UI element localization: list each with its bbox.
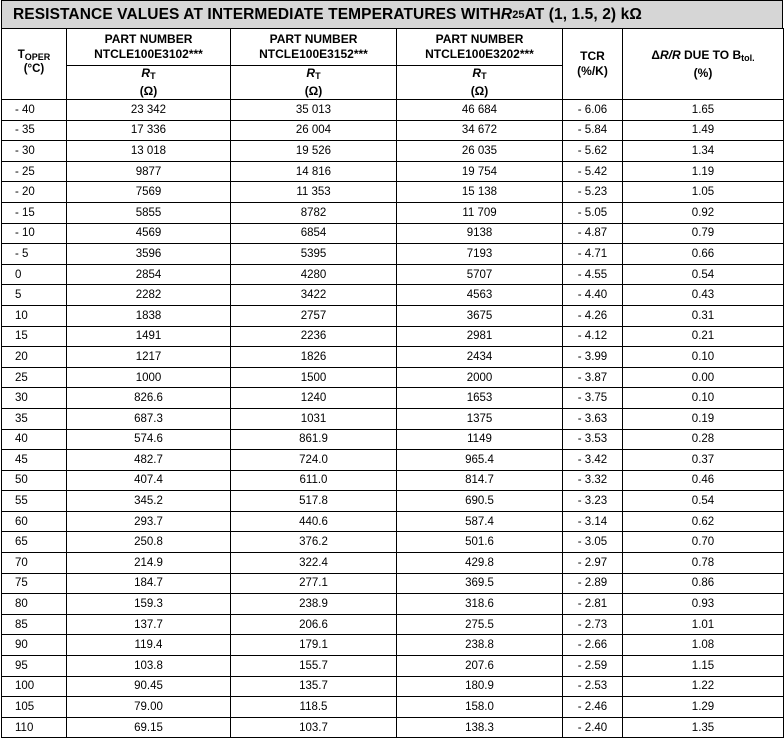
table-row	[2, 223, 784, 244]
delta-r-cell: 1.35	[623, 717, 784, 738]
header-part-label: PART NUMBER	[104, 32, 193, 46]
delta-r-cell: 0.19	[623, 408, 784, 429]
table-row	[2, 429, 784, 450]
tcr-cell: - 6.06	[563, 100, 623, 121]
tcr-cell: - 3.99	[563, 347, 623, 368]
header-part-number: NTCLE100E3202***	[425, 47, 534, 61]
resistance-1k-cell: 407.4	[67, 470, 231, 491]
resistance-2k-cell: 207.6	[397, 656, 563, 677]
delta-r-cell: 1.08	[623, 635, 784, 656]
resistance-1k5-cell: 724.0	[231, 450, 397, 471]
header-temperature	[2, 29, 67, 100]
resistance-1k-cell: 159.3	[67, 594, 231, 615]
table-header-row	[2, 29, 784, 100]
resistance-2k-cell: 587.4	[397, 511, 563, 532]
resistance-2k-cell: 15 138	[397, 182, 563, 203]
table-row	[2, 717, 784, 738]
delta-r-cell: 0.92	[623, 202, 784, 223]
resistance-1k-cell: 17 336	[67, 120, 231, 141]
temperature-cell: 35	[2, 408, 67, 429]
temperature-cell: 90	[2, 635, 67, 656]
resistance-1k5-cell: 376.2	[231, 532, 397, 553]
tcr-cell: - 2.73	[563, 614, 623, 635]
header-delta-unit: (%)	[693, 65, 713, 80]
temperature-cell: 15	[2, 326, 67, 347]
temperature-cell: 65	[2, 532, 67, 553]
header-tcr-label: TCR	[580, 49, 605, 63]
header-rt-subscript: T	[481, 71, 487, 81]
table-row	[2, 491, 784, 512]
resistance-1k5-cell: 8782	[231, 202, 397, 223]
delta-r-cell: 1.15	[623, 656, 784, 677]
temperature-cell: 70	[2, 553, 67, 574]
resistance-1k5-cell: 155.7	[231, 656, 397, 677]
table-row	[2, 470, 784, 491]
delta-r-cell: 0.00	[623, 367, 784, 388]
temperature-cell: 10	[2, 305, 67, 326]
resistance-1k-cell: 7569	[67, 182, 231, 203]
delta-r-cell: 1.01	[623, 614, 784, 635]
header-temp-unit: (°C)	[23, 63, 45, 75]
tcr-cell: - 4.12	[563, 326, 623, 347]
title-prefix: RESISTANCE VALUES AT INTERMEDIATE TEMPERATURES WITH	[13, 5, 501, 23]
resistance-2k-cell: 2981	[397, 326, 563, 347]
resistance-2k-cell: 7193	[397, 244, 563, 265]
table-row	[2, 676, 784, 697]
table-row	[2, 614, 784, 635]
temperature-cell: 60	[2, 511, 67, 532]
header-rt-subscript: T	[315, 71, 321, 81]
tcr-cell: - 3.14	[563, 511, 623, 532]
resistance-1k5-cell: 19 526	[231, 141, 397, 162]
table-row	[2, 141, 784, 162]
table-row	[2, 388, 784, 409]
header-rt-unit: (Ω)	[139, 84, 158, 98]
delta-r-cell: 0.62	[623, 511, 784, 532]
header-tcr	[563, 29, 623, 100]
tcr-cell: - 3.05	[563, 532, 623, 553]
table-row	[2, 120, 784, 141]
resistance-table-document	[1, 0, 783, 738]
delta-r-cell: 0.78	[623, 553, 784, 574]
resistance-1k-cell: 13 018	[67, 141, 231, 162]
header-delta-symbol: Δ	[651, 47, 660, 62]
resistance-2k-cell: 19 754	[397, 161, 563, 182]
header-part-3	[397, 29, 563, 100]
resistance-1k5-cell: 517.8	[231, 491, 397, 512]
delta-r-cell: 0.10	[623, 347, 784, 368]
resistance-2k-cell: 9138	[397, 223, 563, 244]
header-rt-unit: (Ω)	[304, 84, 323, 98]
resistance-1k-cell: 1217	[67, 347, 231, 368]
delta-r-cell: 1.05	[623, 182, 784, 203]
resistance-2k-cell: 275.5	[397, 614, 563, 635]
delta-r-cell: 0.31	[623, 305, 784, 326]
delta-r-cell: 1.65	[623, 100, 784, 121]
resistance-1k5-cell: 4280	[231, 264, 397, 285]
temperature-cell: 25	[2, 367, 67, 388]
header-part-number: NTCLE100E3152***	[259, 47, 368, 61]
resistance-1k5-cell: 5395	[231, 244, 397, 265]
resistance-2k-cell: 318.6	[397, 594, 563, 615]
tcr-cell: - 3.32	[563, 470, 623, 491]
resistance-1k-cell: 103.8	[67, 656, 231, 677]
resistance-1k-cell: 3596	[67, 244, 231, 265]
header-tcr-unit: (%/K)	[577, 64, 608, 78]
tcr-cell: - 3.23	[563, 491, 623, 512]
resistance-2k-cell: 46 684	[397, 100, 563, 121]
delta-r-cell: 1.34	[623, 141, 784, 162]
tcr-cell: - 3.42	[563, 450, 623, 471]
table-row	[2, 100, 784, 121]
resistance-1k-cell: 9877	[67, 161, 231, 182]
table-row	[2, 326, 784, 347]
header-rt-symbol: R	[141, 66, 151, 80]
temperature-cell: 45	[2, 450, 67, 471]
resistance-1k-cell: 826.6	[67, 388, 231, 409]
table-row	[2, 532, 784, 553]
resistance-1k5-cell: 35 013	[231, 100, 397, 121]
resistance-1k5-cell: 277.1	[231, 573, 397, 594]
header-rt-subscript: T	[150, 71, 156, 81]
table-row	[2, 182, 784, 203]
delta-r-cell: 0.93	[623, 594, 784, 615]
resistance-1k5-cell: 135.7	[231, 676, 397, 697]
resistance-1k5-cell: 14 816	[231, 161, 397, 182]
resistance-2k-cell: 34 672	[397, 120, 563, 141]
temperature-cell: 5	[2, 285, 67, 306]
tcr-cell: - 5.42	[563, 161, 623, 182]
tcr-cell: - 5.62	[563, 141, 623, 162]
temperature-cell: 0	[2, 264, 67, 285]
tcr-cell: - 3.63	[563, 408, 623, 429]
resistance-1k-cell: 214.9	[67, 553, 231, 574]
tcr-cell: - 5.05	[563, 202, 623, 223]
delta-r-cell: 0.54	[623, 491, 784, 512]
delta-r-cell: 1.22	[623, 676, 784, 697]
table-row	[2, 202, 784, 223]
table-row	[2, 656, 784, 677]
resistance-1k-cell: 23 342	[67, 100, 231, 121]
delta-r-cell: 0.66	[623, 244, 784, 265]
resistance-1k-cell: 482.7	[67, 450, 231, 471]
resistance-1k-cell: 1838	[67, 305, 231, 326]
header-delta-ratio: R/R	[660, 47, 681, 62]
header-delta-subscript: tol.	[741, 52, 755, 63]
temperature-cell: 30	[2, 388, 67, 409]
resistance-2k-cell: 158.0	[397, 697, 563, 718]
temperature-cell: 40	[2, 429, 67, 450]
tcr-cell: - 2.97	[563, 553, 623, 574]
table-row	[2, 511, 784, 532]
resistance-1k5-cell: 11 353	[231, 182, 397, 203]
delta-r-cell: 0.37	[623, 450, 784, 471]
temperature-cell: - 25	[2, 161, 67, 182]
resistance-2k-cell: 690.5	[397, 491, 563, 512]
resistance-2k-cell: 965.4	[397, 450, 563, 471]
resistance-2k-cell: 138.3	[397, 717, 563, 738]
resistance-1k5-cell: 2757	[231, 305, 397, 326]
tcr-cell: - 5.84	[563, 120, 623, 141]
delta-r-cell: 1.29	[623, 697, 784, 718]
resistance-1k5-cell: 26 004	[231, 120, 397, 141]
delta-r-cell: 0.10	[623, 388, 784, 409]
resistance-1k-cell: 2282	[67, 285, 231, 306]
tcr-cell: - 2.40	[563, 717, 623, 738]
resistance-1k5-cell: 1031	[231, 408, 397, 429]
temperature-cell: - 35	[2, 120, 67, 141]
resistance-1k5-cell: 238.9	[231, 594, 397, 615]
resistance-1k5-cell: 1826	[231, 347, 397, 368]
table-row	[2, 697, 784, 718]
resistance-2k-cell: 3675	[397, 305, 563, 326]
temperature-cell: - 15	[2, 202, 67, 223]
resistance-2k-cell: 2000	[397, 367, 563, 388]
resistance-values-table	[1, 28, 784, 738]
resistance-1k-cell: 1000	[67, 367, 231, 388]
resistance-1k5-cell: 2236	[231, 326, 397, 347]
temperature-cell: - 5	[2, 244, 67, 265]
table-row	[2, 305, 784, 326]
temperature-cell: - 20	[2, 182, 67, 203]
delta-r-cell: 0.21	[623, 326, 784, 347]
table-body	[2, 100, 784, 738]
temperature-cell: 100	[2, 676, 67, 697]
header-rt-symbol: R	[306, 66, 316, 80]
title-r-symbol: R	[500, 5, 513, 23]
resistance-2k-cell: 26 035	[397, 141, 563, 162]
resistance-1k-cell: 4569	[67, 223, 231, 244]
temperature-cell: - 30	[2, 141, 67, 162]
resistance-1k5-cell: 322.4	[231, 553, 397, 574]
resistance-2k-cell: 814.7	[397, 470, 563, 491]
header-part-label: PART NUMBER	[435, 32, 524, 46]
table-row	[2, 285, 784, 306]
resistance-1k5-cell: 103.7	[231, 717, 397, 738]
resistance-2k-cell: 1375	[397, 408, 563, 429]
header-delta-r	[623, 29, 784, 100]
resistance-1k5-cell: 1500	[231, 367, 397, 388]
header-rt-unit: (Ω)	[470, 84, 489, 98]
table-row	[2, 635, 784, 656]
delta-r-cell: 0.86	[623, 573, 784, 594]
resistance-1k-cell: 184.7	[67, 573, 231, 594]
table-row	[2, 244, 784, 265]
resistance-1k-cell: 69.15	[67, 717, 231, 738]
delta-r-cell: 0.28	[623, 429, 784, 450]
delta-r-cell: 1.19	[623, 161, 784, 182]
temperature-cell: 55	[2, 491, 67, 512]
resistance-2k-cell: 1149	[397, 429, 563, 450]
resistance-2k-cell: 2434	[397, 347, 563, 368]
title-r-subscript: 25	[512, 8, 525, 21]
resistance-1k-cell: 5855	[67, 202, 231, 223]
tcr-cell: - 2.81	[563, 594, 623, 615]
table-row	[2, 553, 784, 574]
resistance-1k-cell: 90.45	[67, 676, 231, 697]
resistance-1k5-cell: 6854	[231, 223, 397, 244]
resistance-1k-cell: 250.8	[67, 532, 231, 553]
resistance-1k5-cell: 118.5	[231, 697, 397, 718]
resistance-2k-cell: 11 709	[397, 202, 563, 223]
resistance-1k5-cell: 611.0	[231, 470, 397, 491]
resistance-2k-cell: 1653	[397, 388, 563, 409]
delta-r-cell: 0.43	[623, 285, 784, 306]
header-delta-text: DUE TO B	[680, 47, 742, 62]
header-part-1	[67, 29, 231, 100]
tcr-cell: - 4.87	[563, 223, 623, 244]
header-part-number: NTCLE100E3102***	[94, 47, 203, 61]
table-row	[2, 408, 784, 429]
tcr-cell: - 5.23	[563, 182, 623, 203]
resistance-1k-cell: 574.6	[67, 429, 231, 450]
temperature-cell: 95	[2, 656, 67, 677]
resistance-1k-cell: 1491	[67, 326, 231, 347]
table-row	[2, 347, 784, 368]
delta-r-cell: 0.79	[623, 223, 784, 244]
tcr-cell: - 2.89	[563, 573, 623, 594]
resistance-1k5-cell: 440.6	[231, 511, 397, 532]
resistance-2k-cell: 5707	[397, 264, 563, 285]
temperature-cell: 20	[2, 347, 67, 368]
table-row	[2, 450, 784, 471]
resistance-2k-cell: 369.5	[397, 573, 563, 594]
delta-r-cell: 0.70	[623, 532, 784, 553]
resistance-2k-cell: 501.6	[397, 532, 563, 553]
temperature-cell: 50	[2, 470, 67, 491]
tcr-cell: - 3.53	[563, 429, 623, 450]
table-row	[2, 264, 784, 285]
temperature-cell: - 40	[2, 100, 67, 121]
resistance-2k-cell: 4563	[397, 285, 563, 306]
tcr-cell: - 2.66	[563, 635, 623, 656]
resistance-1k-cell: 137.7	[67, 614, 231, 635]
tcr-cell: - 2.46	[563, 697, 623, 718]
resistance-1k5-cell: 3422	[231, 285, 397, 306]
resistance-1k5-cell: 206.6	[231, 614, 397, 635]
title-suffix: AT (1, 1.5, 2) kΩ	[524, 5, 642, 23]
table-row	[2, 573, 784, 594]
tcr-cell: - 4.55	[563, 264, 623, 285]
temperature-cell: 105	[2, 697, 67, 718]
header-rt-symbol: R	[472, 66, 482, 80]
resistance-2k-cell: 180.9	[397, 676, 563, 697]
tcr-cell: - 4.26	[563, 305, 623, 326]
table-row	[2, 161, 784, 182]
tcr-cell: - 3.75	[563, 388, 623, 409]
temperature-cell: - 10	[2, 223, 67, 244]
resistance-1k5-cell: 1240	[231, 388, 397, 409]
header-temp-subscript: OPER	[24, 52, 51, 62]
resistance-1k-cell: 2854	[67, 264, 231, 285]
tcr-cell: - 2.53	[563, 676, 623, 697]
temperature-cell: 75	[2, 573, 67, 594]
tcr-cell: - 4.40	[563, 285, 623, 306]
temperature-cell: 110	[2, 717, 67, 738]
tcr-cell: - 2.59	[563, 656, 623, 677]
resistance-1k5-cell: 861.9	[231, 429, 397, 450]
table-title	[1, 0, 783, 28]
resistance-2k-cell: 429.8	[397, 553, 563, 574]
table-row	[2, 367, 784, 388]
delta-r-cell: 0.46	[623, 470, 784, 491]
delta-r-cell: 0.54	[623, 264, 784, 285]
table-row	[2, 594, 784, 615]
delta-r-cell: 1.49	[623, 120, 784, 141]
temperature-cell: 80	[2, 594, 67, 615]
resistance-1k-cell: 79.00	[67, 697, 231, 718]
header-part-2	[231, 29, 397, 100]
header-temp-symbol: T	[17, 49, 25, 61]
resistance-1k-cell: 687.3	[67, 408, 231, 429]
resistance-1k5-cell: 179.1	[231, 635, 397, 656]
header-part-label: PART NUMBER	[269, 32, 358, 46]
resistance-1k-cell: 293.7	[67, 511, 231, 532]
resistance-1k-cell: 345.2	[67, 491, 231, 512]
temperature-cell: 85	[2, 614, 67, 635]
resistance-1k-cell: 119.4	[67, 635, 231, 656]
resistance-2k-cell: 238.8	[397, 635, 563, 656]
tcr-cell: - 3.87	[563, 367, 623, 388]
tcr-cell: - 4.71	[563, 244, 623, 265]
